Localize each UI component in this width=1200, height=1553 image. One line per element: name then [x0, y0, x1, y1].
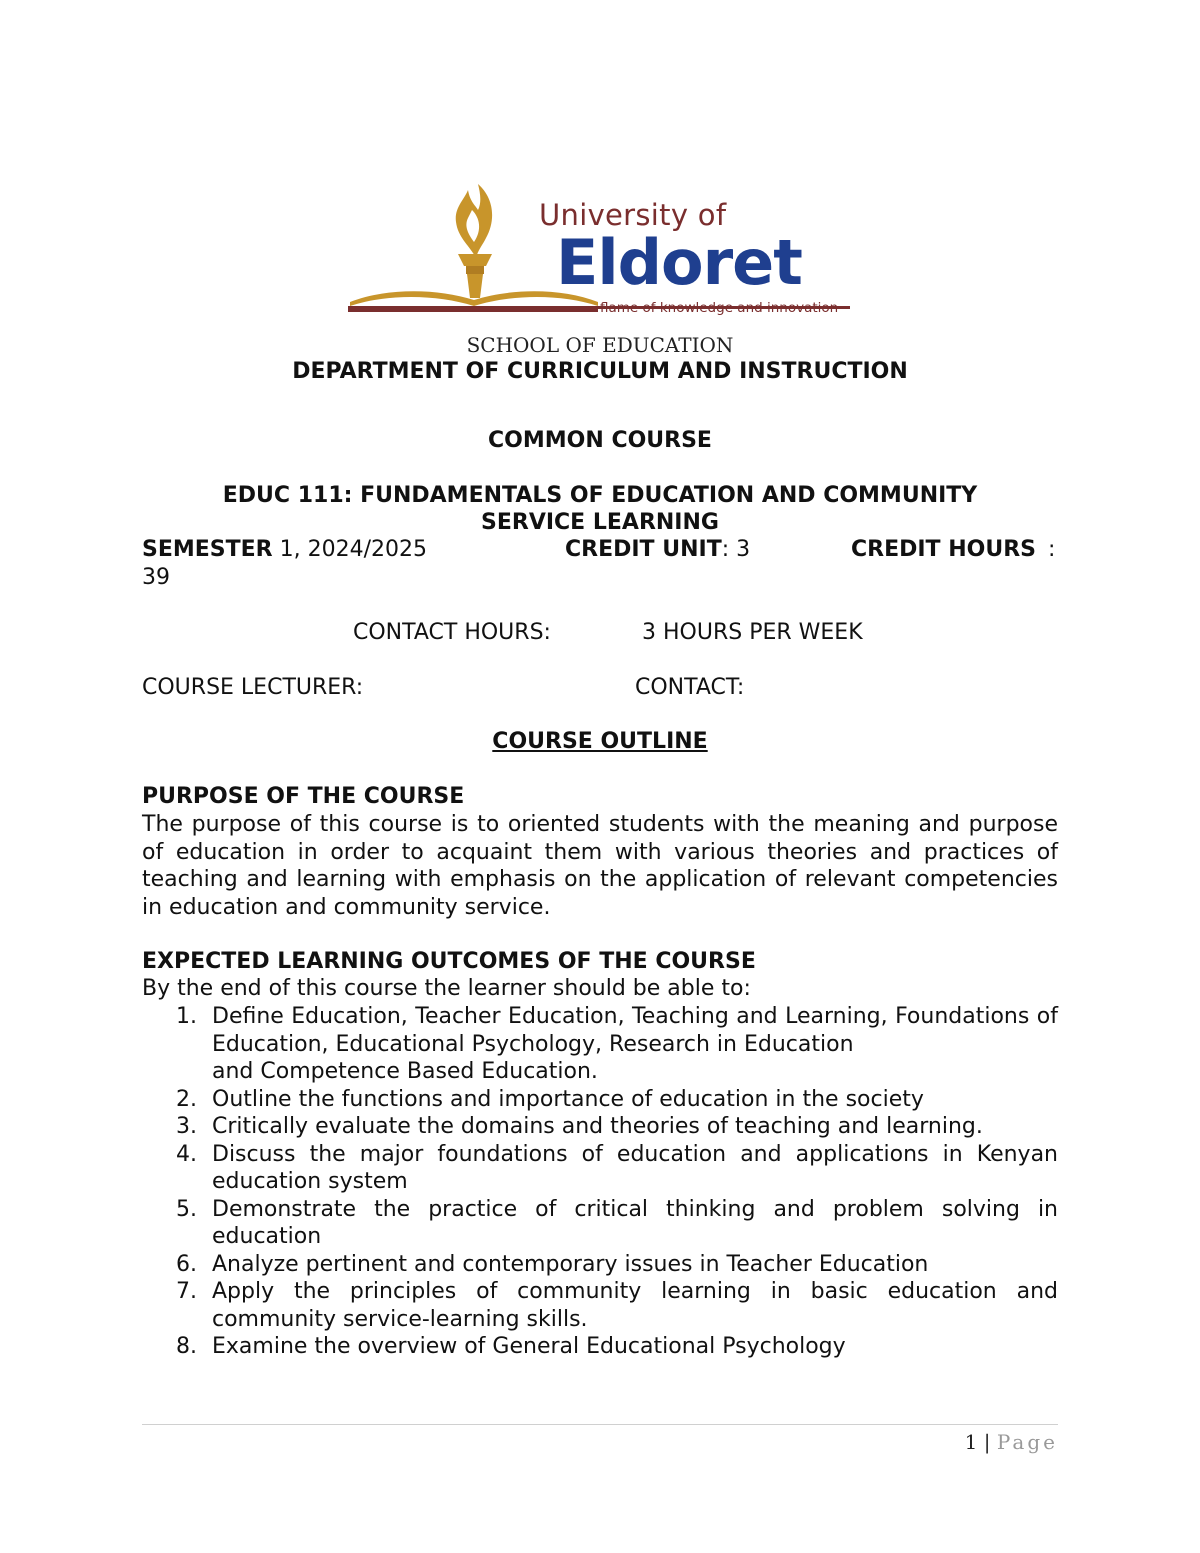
contact-hours-label: CONTACT HOURS:	[353, 620, 551, 645]
course-lecturer-label: COURSE LECTURER:	[142, 675, 364, 700]
credit-hours-value: 39	[142, 565, 170, 590]
credit-unit-value: : 3	[721, 537, 751, 562]
semester-value: 1, 2024/2025	[272, 537, 427, 562]
footer-divider	[142, 1424, 1058, 1425]
list-item-text: Demonstrate the practice of critical thinking and problem solving in education	[212, 1196, 1058, 1249]
logo-tagline: flame of knowledge and innovation	[600, 300, 839, 316]
course-outline-heading	[142, 729, 1058, 754]
contact-hours-value: 3 HOURS PER WEEK	[642, 620, 863, 645]
credit-hours-label: CREDIT HOURS	[851, 537, 1036, 562]
list-number: 6.	[176, 1251, 197, 1277]
list-number: 7.	[176, 1279, 197, 1304]
department-name: DEPARTMENT OF CURRICULUM AND INSTRUCTION	[292, 359, 908, 384]
list-item	[142, 1333, 1058, 1361]
list-item	[142, 1003, 1058, 1086]
footer-separator: |	[983, 1430, 991, 1454]
list-item-text: Examine the overview of General Educational Psychology	[212, 1334, 846, 1359]
credit-hours-info	[851, 537, 1036, 562]
contact-label: CONTACT:	[635, 675, 745, 700]
list-number: 1.	[176, 1004, 197, 1029]
semester-label: SEMESTER	[142, 537, 273, 562]
list-number: 5.	[176, 1196, 197, 1222]
credit-hours-colon: :	[1048, 537, 1056, 562]
list-number: 4.	[176, 1141, 197, 1167]
list-item	[142, 1141, 1058, 1196]
list-item	[142, 1086, 1058, 1114]
list-item-continuation: and Competence Based Education.	[212, 1059, 598, 1084]
logo-university-of: University of	[539, 198, 727, 232]
list-item-text: Analyze pertinent and contemporary issues in Teacher Education	[212, 1251, 929, 1277]
page-footer	[965, 1430, 1058, 1454]
list-item	[142, 1251, 1058, 1279]
logo-eldoret: Eldoret	[556, 226, 802, 299]
course-outline-text: COURSE OUTLINE	[492, 729, 708, 754]
list-item	[142, 1196, 1058, 1251]
credit-unit-info	[565, 537, 750, 562]
outcomes-list	[142, 1003, 1058, 1361]
university-logo	[346, 180, 856, 320]
outcomes-intro: By the end of this course the learner should be able to:	[142, 976, 751, 1001]
common-course-heading: COMMON COURSE	[488, 428, 712, 453]
list-number: 2.	[176, 1086, 197, 1112]
list-item-text: Discuss the major foundations of education and applications in Kenyan education system	[212, 1141, 1058, 1194]
list-item-text: Outline the functions and importance of education in the society	[212, 1086, 924, 1112]
course-title-line2: SERVICE LEARNING	[481, 510, 719, 535]
semester-info	[142, 537, 427, 562]
purpose-paragraph: The purpose of this course is to oriented students with the meaning and purpose of education in order to acquaint them with various theories and practices of teaching and learning with emphasis on the application of relevant competencies in education and community service.	[142, 812, 1058, 920]
list-item	[142, 1278, 1058, 1333]
list-item-text: Critically evaluate the domains and theories of teaching and learning.	[212, 1114, 983, 1139]
list-item	[142, 1113, 1058, 1141]
list-number: 8.	[176, 1334, 197, 1359]
purpose-heading: PURPOSE OF THE COURSE	[142, 784, 465, 809]
page-number: 1	[964, 1430, 978, 1454]
outcomes-heading: EXPECTED LEARNING OUTCOMES OF THE COURSE	[142, 949, 756, 974]
page-word: Page	[996, 1430, 1058, 1454]
credit-unit-label: CREDIT UNIT	[565, 537, 722, 562]
list-item-text: Define Education, Teacher Education, Teaching and Learning, Foundations of Education, Educational Psychology, Research in Education	[212, 1004, 1058, 1057]
course-title-line1: EDUC 111: FUNDAMENTALS OF EDUCATION AND COMMUNITY	[222, 483, 978, 508]
list-number: 3.	[176, 1114, 197, 1139]
school-name: SCHOOL OF EDUCATION	[466, 333, 734, 357]
list-item-text: Apply the principles of community learning in basic education and community service-learning skills.	[212, 1279, 1058, 1332]
